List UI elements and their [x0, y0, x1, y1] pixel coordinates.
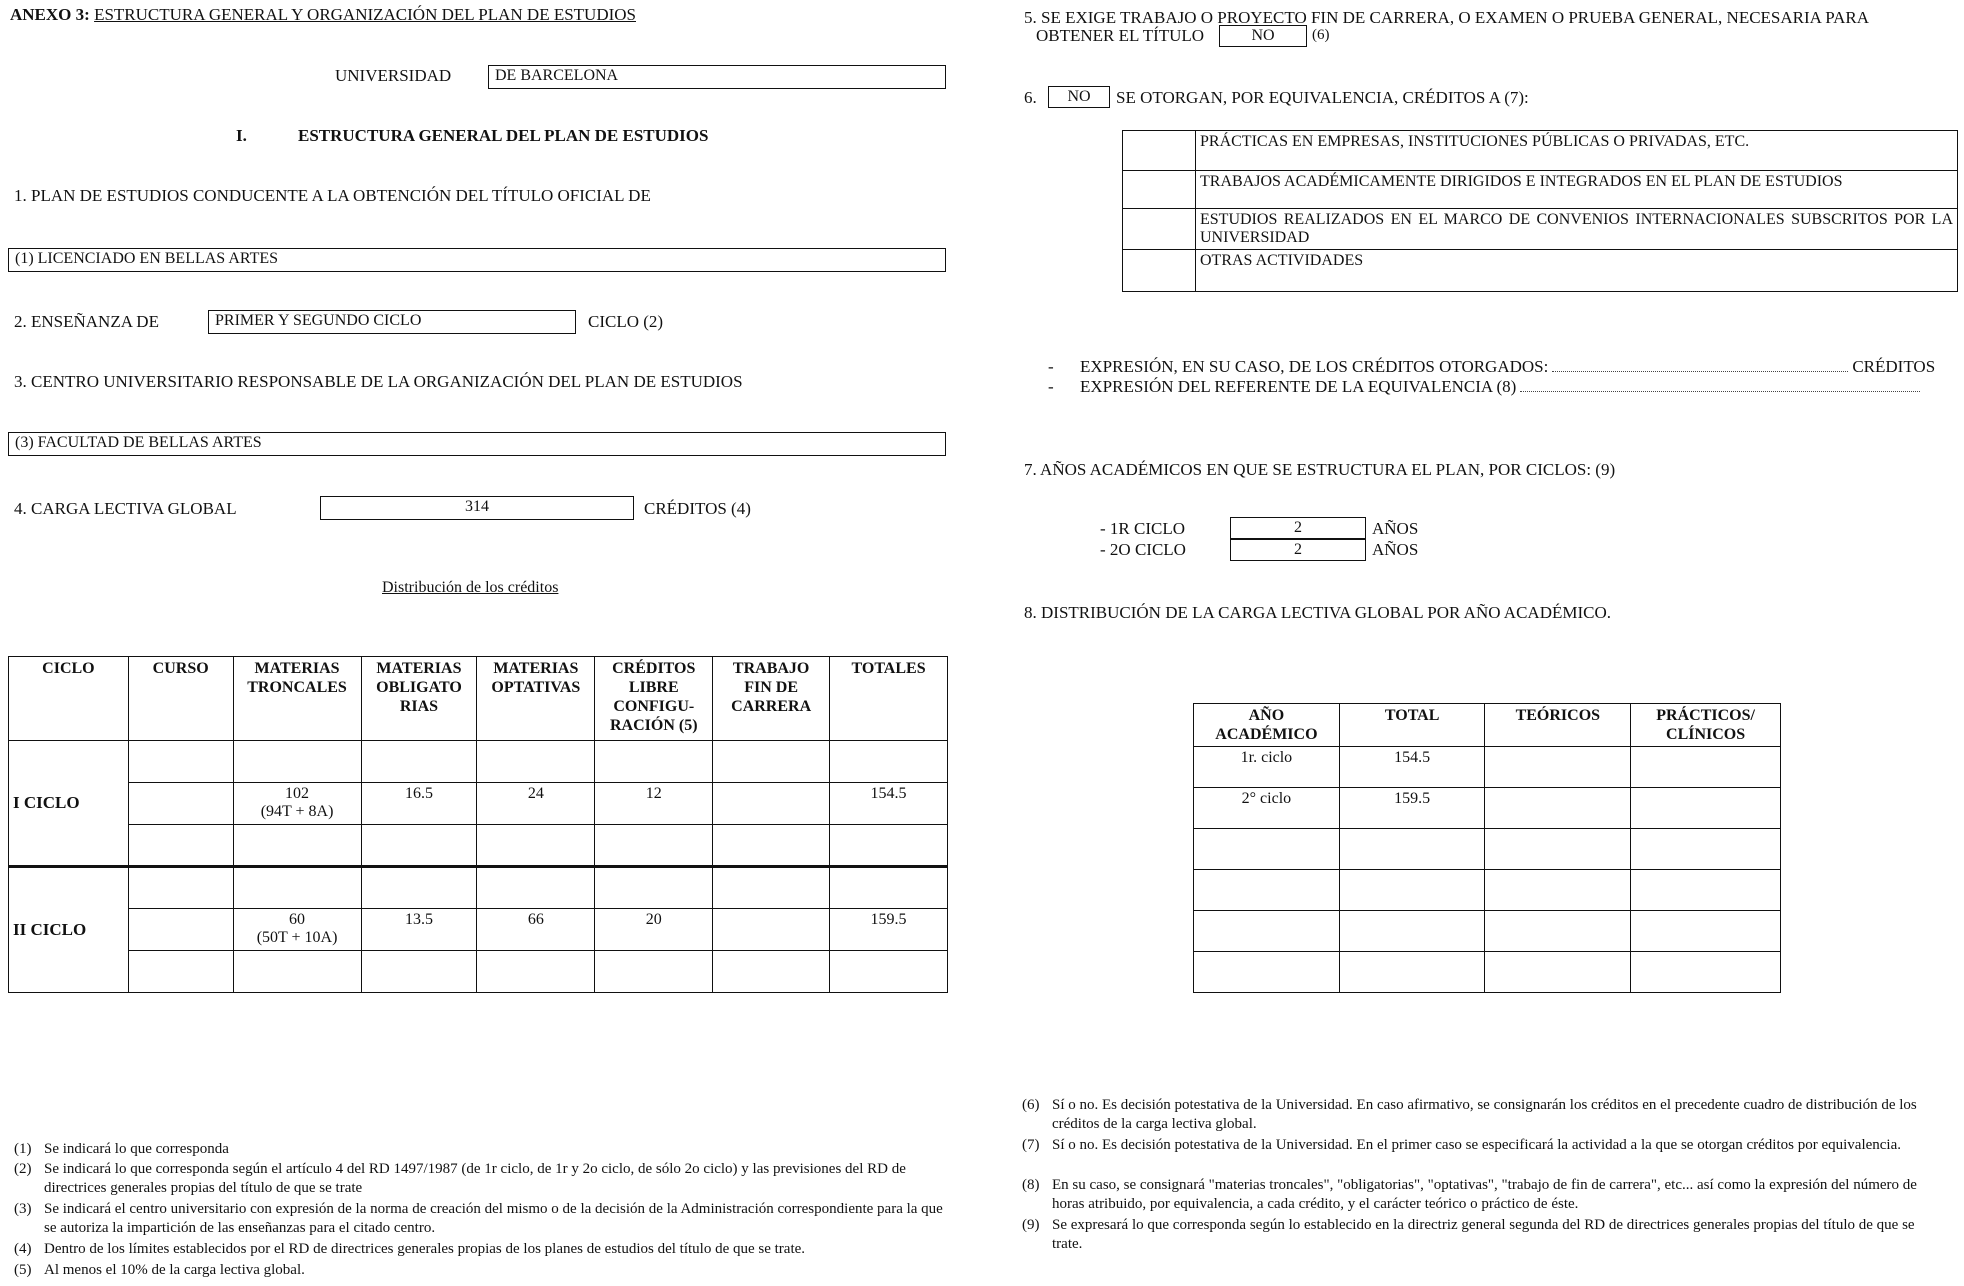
anexo-heading — [10, 5, 636, 25]
col-ano: AÑO ACADÉMICO — [1194, 704, 1340, 747]
col-curso: CURSO — [128, 657, 233, 741]
equiv-row-estudios: ESTUDIOS REALIZADOS EN EL MARCO DE CONVENIOS INTERNACIONALES SUBSCRITOS POR LA UNIVERSIDAD — [1196, 209, 1958, 250]
item7-text: 7. AÑOS ACADÉMICOS EN QUE SE ESTRUCTURA EL PLAN, POR CICLOS: (9) — [1024, 460, 1616, 479]
footnote: (6) Sí o no. Es decisión potestativa de la Universidad. En caso afirmativo, se consignarán los créditos en el precedente cuadro de distribución de los créditos de la carga lectiva global. — [1022, 1097, 1917, 1132]
col-practicos: PRÁCTICOS/ CLÍNICOS — [1631, 704, 1781, 747]
col-troncales: MATERIAS TRONCALES — [233, 657, 361, 741]
table-row — [1123, 209, 1958, 250]
table-row — [1194, 952, 1781, 993]
footnote: (4) Dentro de los límites establecidos por el RD de directrices generales propias de los planes de estudios del título de que se trate. — [14, 1241, 806, 1257]
equiv-row-otras: OTRAS ACTIVIDADES — [1196, 250, 1958, 292]
item6-text: SE OTORGAN, POR EQUIVALENCIA, CRÉDITOS A (7): — [1116, 88, 1529, 107]
expr2-dash: - — [1048, 377, 1054, 396]
ciclo1-years-field: 2 — [1230, 517, 1366, 539]
col-trabajo: TRABAJO FIN DE CARRERA — [713, 657, 830, 741]
ciclo2-obligatorias: 13.5 — [361, 909, 477, 951]
ciclo1-years-suffix: AÑOS — [1372, 519, 1419, 538]
ciclo1-label: I CICLO — [9, 741, 129, 867]
universidad-field: DE BARCELONA — [488, 65, 946, 89]
ciclo2-years-label: - 2O CICLO — [1100, 540, 1186, 559]
footnote: (1) Se indicará lo que corresponda — [14, 1141, 229, 1157]
item5-note: (6) — [1312, 27, 1330, 43]
year2-total: 159.5 — [1339, 788, 1485, 829]
distribution-title: Distribución de los créditos — [382, 579, 559, 596]
item5-line1: 5. SE EXIGE TRABAJO O PROYECTO FIN DE CARRERA, O EXAMEN O PRUEBA GENERAL, NECESARIA PARA — [1024, 8, 1870, 27]
item2-suffix: CICLO (2) — [588, 312, 664, 331]
footnote: (8) En su caso, se consignará "materias troncales", "obligatorias", "optativas", "trabajo de fin de carrera", etc... así como la expresión del número de horas atribuido, por equivalencia, a cada crédito, y el carácter teórico o práctico de éste. — [1022, 1177, 1917, 1212]
footnote: (5) Al menos el 10% de la carga lectiva global. — [14, 1262, 305, 1278]
table-row — [1123, 171, 1958, 209]
carga-field: 314 — [320, 496, 634, 520]
year2-label: 2° ciclo — [1194, 788, 1340, 829]
expr1-row — [1080, 357, 1935, 377]
trabajo-fin-field: NO — [1219, 25, 1307, 47]
col-libre: CRÉDITOS LIBRE CONFIGU- RACIÓN (5) — [595, 657, 713, 741]
item5-line2: OBTENER EL TÍTULO — [1036, 26, 1205, 45]
table-row — [1123, 250, 1958, 292]
year-header-row — [1194, 704, 1781, 747]
col-total: TOTAL — [1339, 704, 1485, 747]
table-row — [9, 825, 948, 867]
expr2-label: EXPRESIÓN DEL REFERENTE DE LA EQUIVALENCIA (8) — [1080, 377, 1517, 396]
ciclo2-years-suffix: AÑOS — [1372, 540, 1419, 559]
col-ciclo: CICLO — [9, 657, 129, 741]
ciclo1-years-label: - 1R CICLO — [1100, 519, 1185, 538]
item2-label: 2. ENSEÑANZA DE — [14, 312, 159, 331]
ensenanza-field: PRIMER Y SEGUNDO CICLO — [208, 310, 576, 334]
titulo-field: (1) LICENCIADO EN BELLAS ARTES — [8, 248, 946, 272]
item4-label: 4. CARGA LECTIVA GLOBAL — [14, 499, 237, 518]
ciclo1-troncales: 102 (94T + 8A) — [233, 783, 361, 825]
table-row — [1194, 747, 1781, 788]
credits-header-row — [9, 657, 948, 741]
table-row — [1123, 131, 1958, 171]
ciclo2-totales: 159.5 — [830, 909, 948, 951]
equivalencia-field: NO — [1048, 86, 1110, 108]
section-number: I. — [236, 126, 247, 145]
table-row — [9, 909, 948, 951]
universidad-label: UNIVERSIDAD — [335, 66, 452, 85]
ciclo1-obligatorias: 16.5 — [361, 783, 477, 825]
credits-table — [8, 656, 948, 993]
expr1-blank — [1552, 371, 1848, 372]
col-obligatorias: MATERIAS OBLIGATO RIAS — [361, 657, 477, 741]
item4-suffix: CRÉDITOS (4) — [644, 499, 751, 518]
expr1-dash: - — [1048, 357, 1054, 376]
col-totales: TOTALES — [830, 657, 948, 741]
table-row — [1194, 870, 1781, 911]
item1-text: 1. PLAN DE ESTUDIOS CONDUCENTE A LA OBTENCIÓN DEL TÍTULO OFICIAL DE — [14, 186, 651, 205]
item8-text: 8. DISTRIBUCIÓN DE LA CARGA LECTIVA GLOBAL POR AÑO ACADÉMICO. — [1024, 603, 1612, 622]
footnote: (3) Se indicará el centro universitario con expresión de la norma de creación del mismo o de la decisión de la Administración correspondiente para la que se autoriza la impartición de las enseñanzas para el citado centro. — [14, 1201, 943, 1236]
ciclo1-libre: 12 — [595, 783, 713, 825]
ciclo2-years-field: 2 — [1230, 539, 1366, 561]
table-row — [1194, 829, 1781, 870]
expr2-blank — [1520, 391, 1920, 392]
ciclo2-optativas: 66 — [477, 909, 595, 951]
year1-total: 154.5 — [1339, 747, 1485, 788]
ciclo1-optativas: 24 — [477, 783, 595, 825]
table-row — [9, 783, 948, 825]
table-row — [9, 867, 948, 909]
ciclo1-totales: 154.5 — [830, 783, 948, 825]
equiv-row-practicas: PRÁCTICAS EN EMPRESAS, INSTITUCIONES PÚBLICAS O PRIVADAS, ETC. — [1196, 131, 1958, 171]
footnote: (7) Sí o no. Es decisión potestativa de la Universidad. En el primer caso se especificará la actividad a la que se otorgan créditos por equivalencia. — [1022, 1137, 1902, 1153]
footnote: (2) Se indicará lo que corresponda según el artículo 4 del RD 1497/1987 (de 1r ciclo, de 1r y 2o ciclo, de sólo 2o ciclo) y las previsiones del RD de directrices generales propias del título de que se trate — [14, 1161, 906, 1196]
equivalencia-table — [1122, 130, 1958, 292]
footnote: (9) Se expresará lo que corresponda según lo establecido en la directriz general segunda del RD de directrices generales propias del título de que se trate. — [1022, 1217, 1915, 1252]
ciclo2-troncales: 60 (50T + 10A) — [233, 909, 361, 951]
year-table — [1193, 703, 1781, 993]
table-row — [1194, 911, 1781, 952]
table-row — [9, 741, 948, 783]
col-teoricos: TEÓRICOS — [1485, 704, 1631, 747]
expr2-row — [1080, 377, 1920, 397]
centro-field: (3) FACULTAD DE BELLAS ARTES — [8, 432, 946, 456]
table-row — [1194, 788, 1781, 829]
expr1-suffix: CRÉDITOS — [1852, 357, 1936, 376]
ciclo2-label: II CICLO — [9, 867, 129, 993]
section-title: ESTRUCTURA GENERAL DEL PLAN DE ESTUDIOS — [298, 126, 709, 145]
item3-text: 3. CENTRO UNIVERSITARIO RESPONSABLE DE LA ORGANIZACIÓN DEL PLAN DE ESTUDIOS — [14, 372, 743, 391]
col-optativas: MATERIAS OPTATIVAS — [477, 657, 595, 741]
ciclo2-libre: 20 — [595, 909, 713, 951]
year1-label: 1r. ciclo — [1194, 747, 1340, 788]
anexo-title: ESTRUCTURA GENERAL Y ORGANIZACIÓN DEL PLAN DE ESTUDIOS — [94, 5, 636, 24]
table-row — [9, 951, 948, 993]
item6-number: 6. — [1024, 88, 1037, 107]
expr1-label: EXPRESIÓN, EN SU CASO, DE LOS CRÉDITOS OTORGADOS: — [1080, 357, 1549, 376]
equiv-row-trabajos: TRABAJOS ACADÉMICAMENTE DIRIGIDOS E INTEGRADOS EN EL PLAN DE ESTUDIOS — [1196, 171, 1958, 209]
anexo-label: ANEXO 3: — [10, 5, 90, 24]
